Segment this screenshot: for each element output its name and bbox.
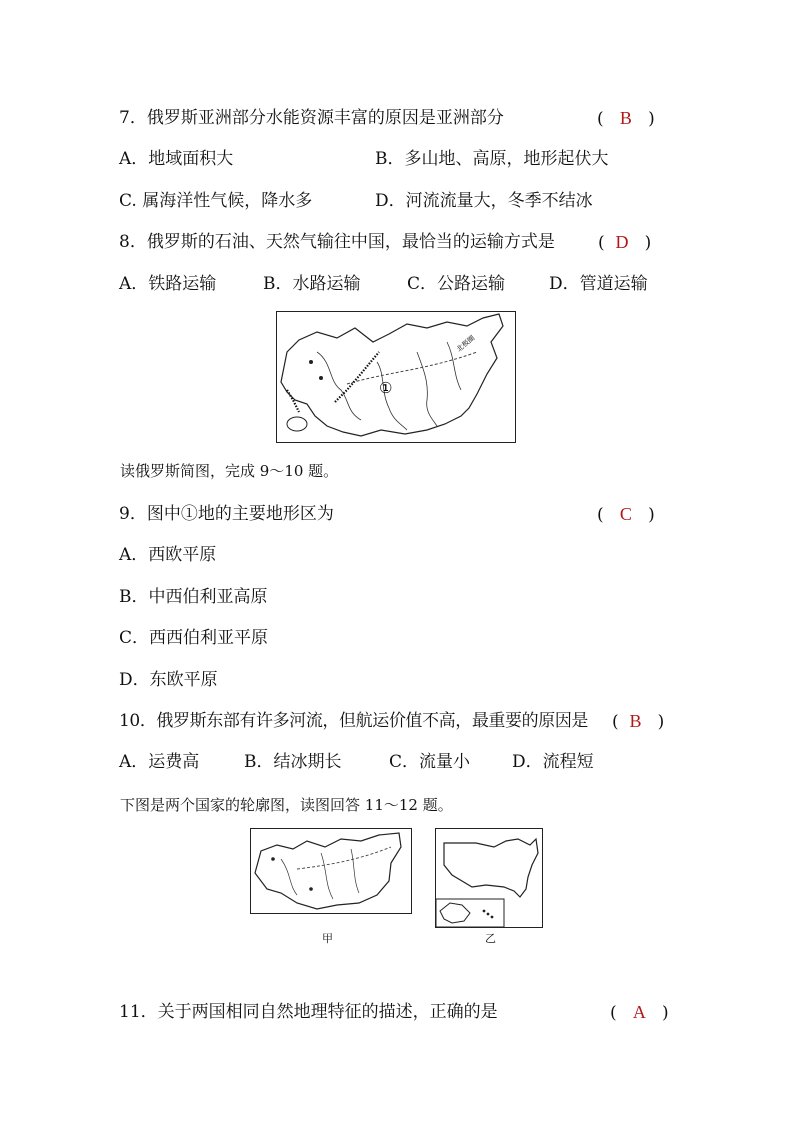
- caption-jia: 甲: [322, 932, 333, 945]
- map-jia-drawing: [251, 829, 411, 913]
- river-line: [351, 849, 359, 893]
- q10-answer-paren: ( B ): [612, 711, 665, 732]
- q11-answer-paren: ( A ): [610, 1002, 669, 1023]
- q10-answer: B: [629, 711, 642, 731]
- q9-option-d: D．东欧平原: [119, 670, 218, 690]
- intro-11-12: 下图是两个国家的轮廓图，读图回答 11～12 题。: [120, 796, 453, 814]
- q8-option-b: B．水路运输: [263, 274, 361, 294]
- q7-option-c: C. 属海洋性气候，降水多: [119, 191, 313, 211]
- island-dot: [491, 916, 494, 919]
- river-line: [317, 352, 361, 420]
- city-dot: [319, 376, 323, 380]
- river-line: [417, 352, 437, 426]
- marker-1: ①: [379, 379, 393, 397]
- country-outline: [255, 833, 401, 909]
- q8-option-d: D．管道运输: [549, 274, 648, 294]
- q9-answer: C: [619, 504, 632, 524]
- intro-9-10: 读俄罗斯简图，完成 9～10 题。: [120, 462, 339, 480]
- city-dot: [309, 360, 313, 364]
- russia-map-drawing: [277, 312, 515, 442]
- q7-option-b: B．多山地、高原，地形起伏大: [375, 149, 609, 169]
- russia-outline: [281, 314, 503, 436]
- island-dot: [487, 913, 490, 916]
- q8-option-a: A．铁路运输: [119, 274, 217, 294]
- island-dot: [483, 910, 486, 913]
- q10-option-c: C．流量小: [389, 752, 471, 772]
- country-outline: [444, 839, 538, 897]
- river-line: [321, 853, 333, 899]
- q7-stem: 7．俄罗斯亚洲部分水能资源丰富的原因是亚洲部分: [119, 108, 504, 128]
- q7-answer: B: [619, 108, 632, 128]
- q11-answer: A: [632, 1002, 646, 1022]
- q9-option-c: C．西西伯利亚平原: [119, 628, 269, 648]
- q10-option-d: D．流程短: [512, 752, 594, 772]
- caption-yi: 乙: [485, 932, 496, 945]
- q10-stem: 10．俄罗斯东部有许多河流，但航运价值不高，最重要的原因是: [119, 711, 589, 731]
- city-dot: [309, 887, 313, 891]
- q8-answer-paren: ( D ): [598, 232, 652, 253]
- q9-stem: 9．图中①地的主要地形区为: [119, 504, 334, 524]
- q8-stem: 8．俄罗斯的石油、天然气输往中国，最恰当的运输方式是: [119, 232, 555, 252]
- russia-map: [276, 311, 516, 443]
- river-line: [281, 859, 297, 895]
- map-jia: [250, 828, 412, 914]
- sea-outline: [287, 417, 307, 431]
- q7-option-d: D．河流流量大，冬季不结冰: [375, 191, 593, 211]
- arctic-circle-label: 北极圈: [455, 333, 477, 354]
- q10-option-a: A．运费高: [119, 752, 200, 772]
- map-yi: [435, 828, 543, 928]
- q8-option-c: C．公路运输: [407, 274, 506, 294]
- q7-answer-paren: ( B ): [597, 108, 655, 129]
- q9-answer-paren: ( C ): [597, 504, 655, 525]
- q9-option-b: B．中西伯利亚高原: [119, 587, 268, 607]
- q10-option-b: B．结冰期长: [244, 752, 342, 772]
- arctic-circle-line: [297, 847, 391, 869]
- alaska-outline: [440, 903, 470, 923]
- q11-stem: 11．关于两国相同自然地理特征的描述，正确的是: [119, 1002, 498, 1022]
- city-dot: [271, 857, 275, 861]
- q9-option-a: A．西欧平原: [119, 545, 217, 565]
- map-yi-drawing: [436, 829, 542, 927]
- q8-answer: D: [615, 232, 629, 252]
- q7-option-a: A．地域面积大: [119, 149, 234, 169]
